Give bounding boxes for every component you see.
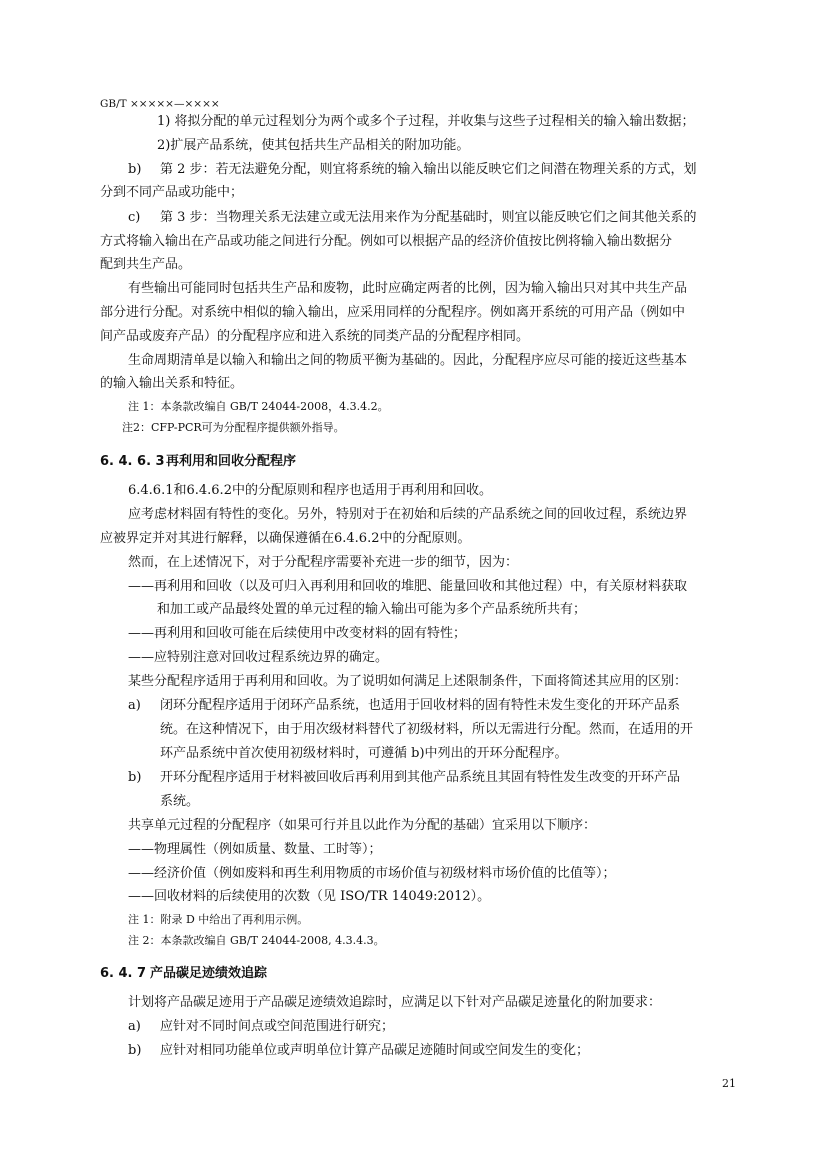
list-marker-b: b): [128, 770, 142, 785]
list-marker-a: a): [128, 698, 141, 713]
dash-item-2: ——再利用和回收可能在后续使用中改变材料的固有特性；: [128, 626, 467, 641]
paragraph-line: 计划将产品碳足迹用于产品碳足迹绩效追踪时，应满足以下针对产品碳足迹量化的附加要求：: [128, 995, 662, 1010]
note-1: 注 1：本条款改编自 GB/T 24044-2008，4.3.4.2。: [128, 400, 389, 413]
list-marker-a: a): [128, 1019, 141, 1034]
section-number: 6. 4. 6. 3: [100, 454, 165, 469]
requirement-a: 应针对不同时间点或空间范围进行研究；: [160, 1019, 395, 1034]
dash-item-6: ——回收材料的后续使用的次数（见 ISO/TR 14049:2012）。: [128, 889, 491, 904]
paragraph-line: 部分进行分配。对系统中相似的输入输出，应采用同样的分配程序。例如离开系统的可用产品（例如中: [100, 305, 686, 320]
step3-line1: 第 3 步：当物理关系无法建立或无法用来作为分配基础时，则宜以能反映它们之间其他关系的: [160, 210, 697, 225]
dash-item-1-cont: 和加工或产品最终处置的单元过程的输入输出可能为多个产品系统所共有；: [157, 602, 587, 617]
paragraph-line: 某些分配程序适用于再利用和回收。为了说明如何满足上述限制条件，下面将简述其应用的区别：: [128, 674, 688, 689]
list-marker-b: b): [128, 162, 142, 177]
dash-item-5: ——经济价值（例如废料和再生利用物质的市场价值与初级材料市场价值的比值等）；: [128, 866, 616, 881]
step3-line3: 配到共生产品。: [100, 257, 192, 272]
dash-item-3: ——应特别注意对回收过程系统边界的确定。: [128, 650, 389, 665]
dash-item-1: ——再利用和回收（以及可归入再利用和回收的堆肥、能量回收和其他过程）中，有关原材料获取: [128, 579, 688, 594]
closed-loop-line3: 环产品系统中首次使用初级材料时，可遵循 b)中列出的开环分配程序。: [160, 746, 568, 761]
paragraph-line: 应被界定并对其进行解释，以确保遵循在6.4.6.2中的分配原则。: [100, 531, 471, 546]
list-marker-c: c): [128, 210, 141, 225]
step2-line1: 第 2 步：若无法避免分配，则宜将系统的输入输出以能反映它们之间潜在物理关系的方式，划: [160, 162, 697, 177]
paragraph-line: 生命周期清单是以输入和输出之间的物质平衡为基础的。因此，分配程序应尽可能的接近这些基本: [128, 353, 688, 368]
paragraph-line: 6.4.6.1和6.4.6.2中的分配原则和程序也适用于再利用和回收。: [128, 483, 492, 498]
closed-loop-line1: 闭环分配程序适用于闭环产品系统，也适用于回收材料的固有特性未发生变化的开环产品系: [160, 698, 681, 713]
step3-line2: 方式将输入输出在产品或功能之间进行分配。例如可以根据产品的经济价值按比例将输入输出数据分: [100, 234, 673, 249]
paragraph-line: 应考虑材料固有特性的变化。另外，特别对于在初始和后续的产品系统之间的回收过程，系统边界: [128, 507, 688, 522]
sub-item-1: 1) 将拟分配的单元过程划分为两个或多个子过程，并收集与这些子过程相关的输入输出数据；: [157, 114, 695, 129]
paragraph-line: 然而，在上述情况下，对于分配程序需要补充进一步的细节，因为：: [128, 555, 519, 570]
document-header-code: GB/T ×××××—××××: [100, 98, 220, 110]
section-title: 再利用和回收分配程序: [166, 454, 297, 469]
section-title: 产品碳足迹绩效追踪: [150, 966, 268, 981]
note-2: 注 2：本条款改编自 GB/T 24044-2008, 4.3.4.3。: [128, 934, 385, 947]
dash-item-4: ——物理属性（例如质量、数量、工时等）；: [128, 842, 382, 857]
paragraph-line: 共享单元过程的分配程序（如果可行并且以此作为分配的基础）宜采用以下顺序：: [128, 818, 597, 833]
sub-item-2: 2)扩展产品系统，使其包括共生产品相关的附加功能。: [157, 138, 470, 153]
note-2: 注2：CFP-PCR可为分配程序提供额外指导。: [122, 421, 345, 434]
paragraph-line: 间产品或废弃产品）的分配程序应和进入系统的同类产品的分配程序相同。: [100, 329, 530, 344]
page-number: 21: [722, 1077, 736, 1090]
open-loop-line2: 系统。: [160, 794, 200, 809]
closed-loop-line2: 统。在这种情况下，由于用次级材料替代了初级材料，所以无需进行分配。然而，在适用的开: [160, 722, 694, 737]
list-marker-b: b): [128, 1043, 142, 1058]
open-loop-line1: 开环分配程序适用于材料被回收后再利用到其他产品系统且其固有特性发生改变的开环产品: [160, 770, 681, 785]
section-number: 6. 4. 7: [100, 966, 147, 981]
paragraph-line: 的输入输出关系和特征。: [100, 376, 244, 391]
requirement-b: 应针对相同功能单位或声明单位计算产品碳足迹随时间或空间发生的变化；: [160, 1043, 590, 1058]
step2-line2: 分到不同产品或功能中；: [100, 185, 244, 200]
paragraph-line: 有些输出可能同时包括共生产品和废物，此时应确定两者的比例，因为输入输出只对其中共生产品: [128, 281, 688, 296]
note-1: 注 1：附录 D 中给出了再利用示例。: [128, 913, 309, 926]
